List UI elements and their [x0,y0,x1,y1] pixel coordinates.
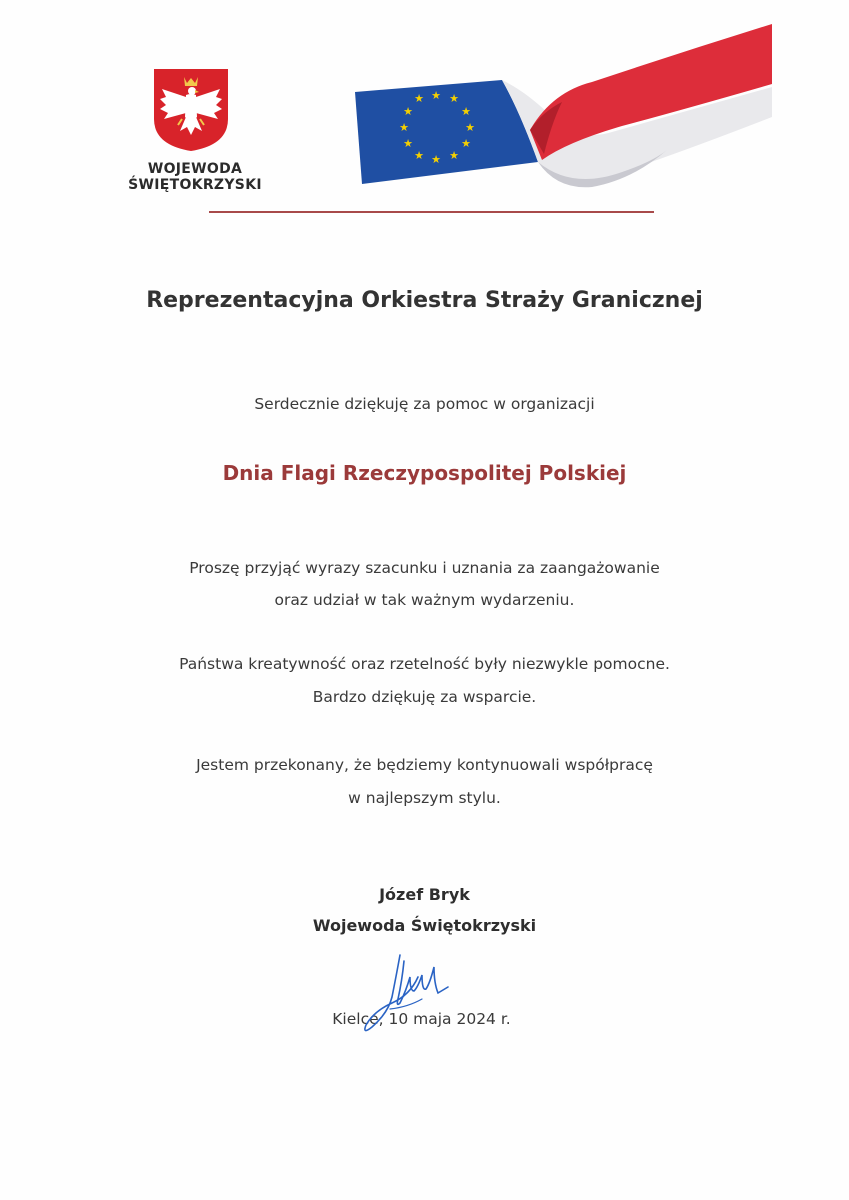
svg-text:★: ★ [431,153,441,166]
svg-text:★: ★ [465,121,475,134]
paragraph-line: Proszę przyjąć wyrazy szacunku i uznania za zaangażowanie [189,559,660,577]
svg-text:★: ★ [399,121,409,134]
office-name-line1: WOJEWODA [147,161,243,177]
paragraph-line: oraz udział w tak ważnym wydarzeniu. [274,591,575,609]
office-name-line2: ŚWIĘTOKRZYSKI [128,177,262,193]
svg-text:★: ★ [403,137,413,150]
signatory-name: Józef Bryk [379,885,470,904]
svg-text:★: ★ [461,137,471,150]
event-name: Dnia Flagi Rzeczypospolitej Polskiej [222,461,627,485]
svg-text:★: ★ [449,92,459,105]
signatory-title: Wojewoda Świętokrzyski [312,916,537,935]
paragraph-line: w najlepszym stylu. [348,789,501,807]
intro-text: Serdecznie dziękuję za pomoc w organizacji [254,395,595,413]
recipient-title: Reprezentacyjna Orkiestra Straży Granicznej [146,288,703,313]
paragraph-line: Jestem przekonany, że będziemy kontynuowali współpracę [196,756,653,774]
paragraph-line: Państwa kreatywność oraz rzetelność były niezwykle pomocne. [179,655,670,673]
eu-and-poland-flags-icon [352,22,777,197]
paragraph-line: Bardzo dziękuję za wsparcie. [312,688,537,706]
header-divider [209,211,654,213]
place-and-date: Kielce, 10 maja 2024 r. [332,1010,511,1028]
polish-eagle-emblem-icon [152,67,230,153]
svg-text:★: ★ [414,92,424,105]
svg-text:★: ★ [431,89,441,102]
handwritten-signature-icon [352,947,472,1037]
svg-text:★: ★ [461,105,471,118]
svg-text:★: ★ [449,149,459,162]
svg-text:★: ★ [414,149,424,162]
svg-text:★: ★ [403,105,413,118]
